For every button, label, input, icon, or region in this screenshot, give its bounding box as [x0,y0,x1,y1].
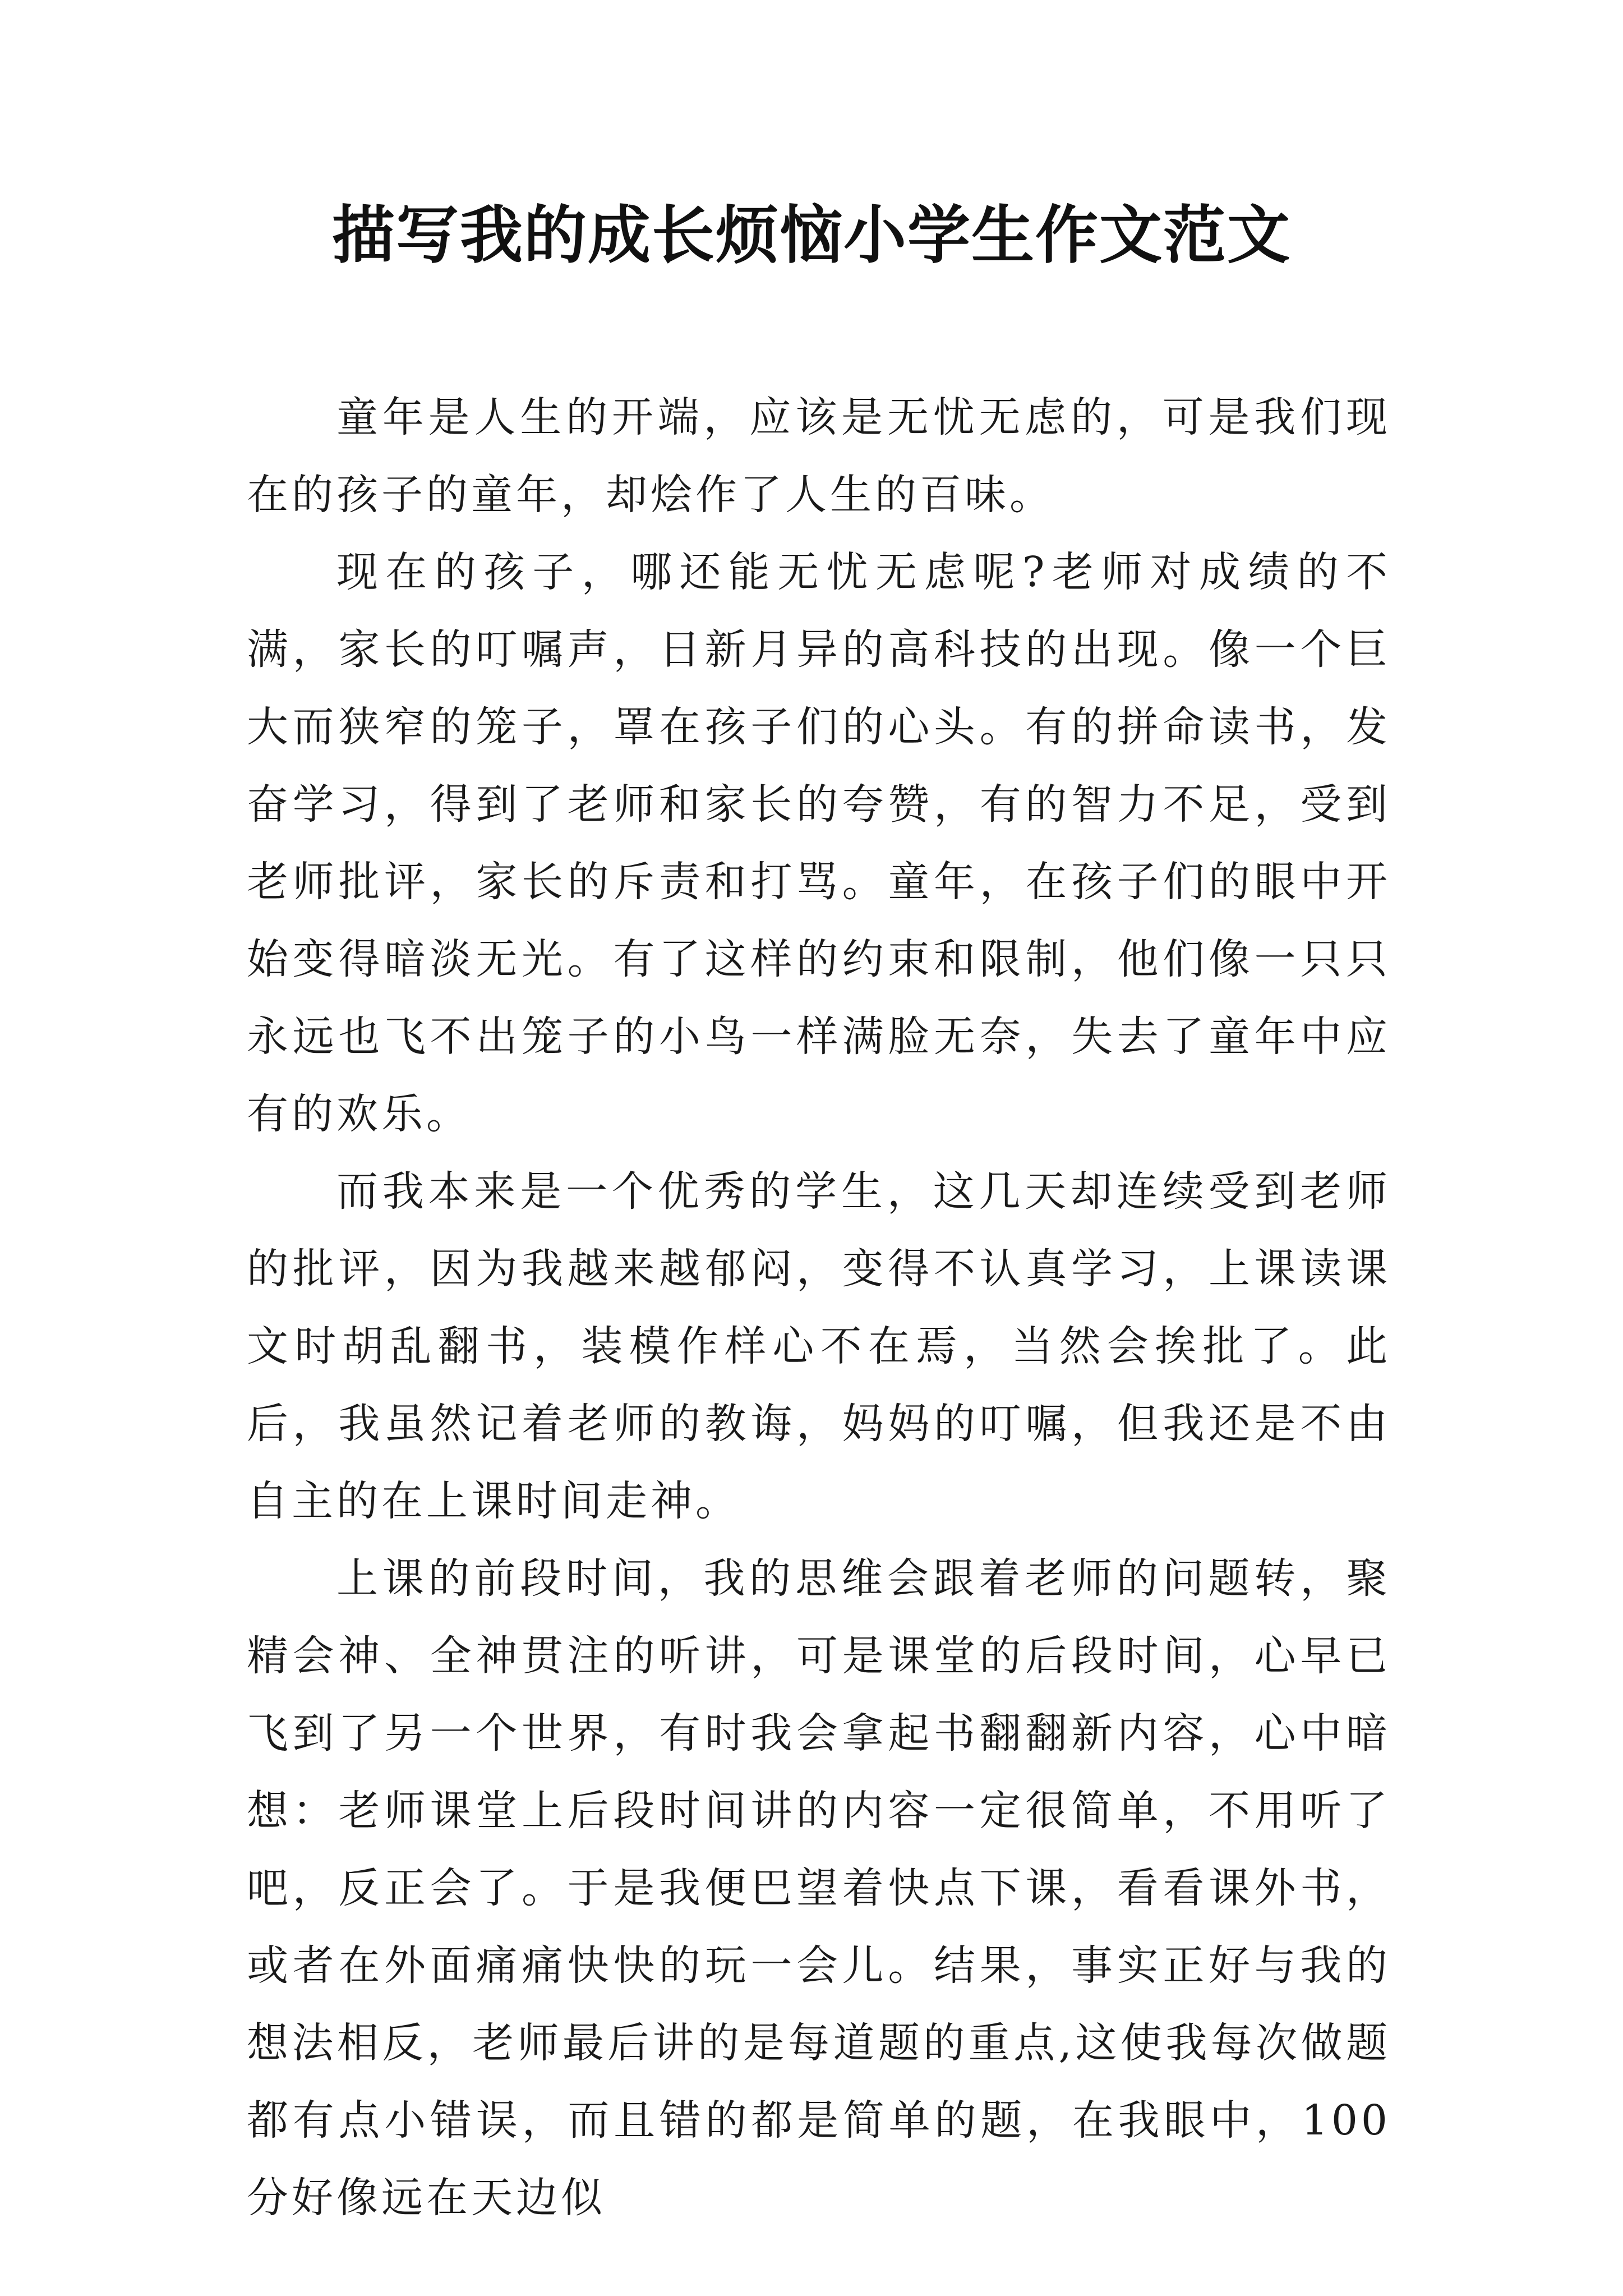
document-body [247,379,1391,2237]
paragraph-1: 童年是人生的开端，应该是无忧无虑的，可是我们现在的孩子的童年，却烩作了人生的百味。 [247,393,1391,519]
document-title: 描写我的成长烦恼小学生作文范文 [332,199,1291,272]
paragraph-4: 上课的前段时间，我的思维会跟着老师的问题转，聚精会神、全神贯注的听讲，可是课堂的后段时间，心早已飞到了另一个世界，有时我会拿起书翻翻新内容，心中暗想：老师课堂上后段时间讲的内容一定很简单，不用听了吧，反正会了。于是我便巴望着快点下课，看看课外书，或者在外面痛痛快快的玩一会儿。结果，事实正好与我的想法相反，老师最后讲的是每道题的重点,这使我每次做题都有点小错误，而且错的都是简单的题，在我眼中，100 分好像远在天边似 [247,1554,1391,2222]
paragraph-3: 而我本来是一个优秀的学生，这几天却连续受到老师的批评，因为我越来越郁闷，变得不认真学习，上课读课文时胡乱翻书，装模作样心不在焉，当然会挨批了。此后，我虽然记着老师的教诲，妈妈的叮嘱，但我还是不由自主的在上课时间走神。 [247,1167,1391,1525]
paragraph-2: 现在的孩子，哪还能无忧无虑呢?老师对成绩的不满，家长的叮嘱声，日新月异的高科技的出现。像一个巨大而狭窄的笼子，罩在孩子们的心头。有的拼命读书，发奋学习，得到了老师和家长的夸赞，有的智力不足，受到老师批评，家长的斥责和打骂。童年，在孩子们的眼中开始变得暗淡无光。有了这样的约束和限制，他们像一只只永远也飞不出笼子的小鸟一样满脸无奈，失去了童年中应有的欢乐。 [247,548,1391,1138]
